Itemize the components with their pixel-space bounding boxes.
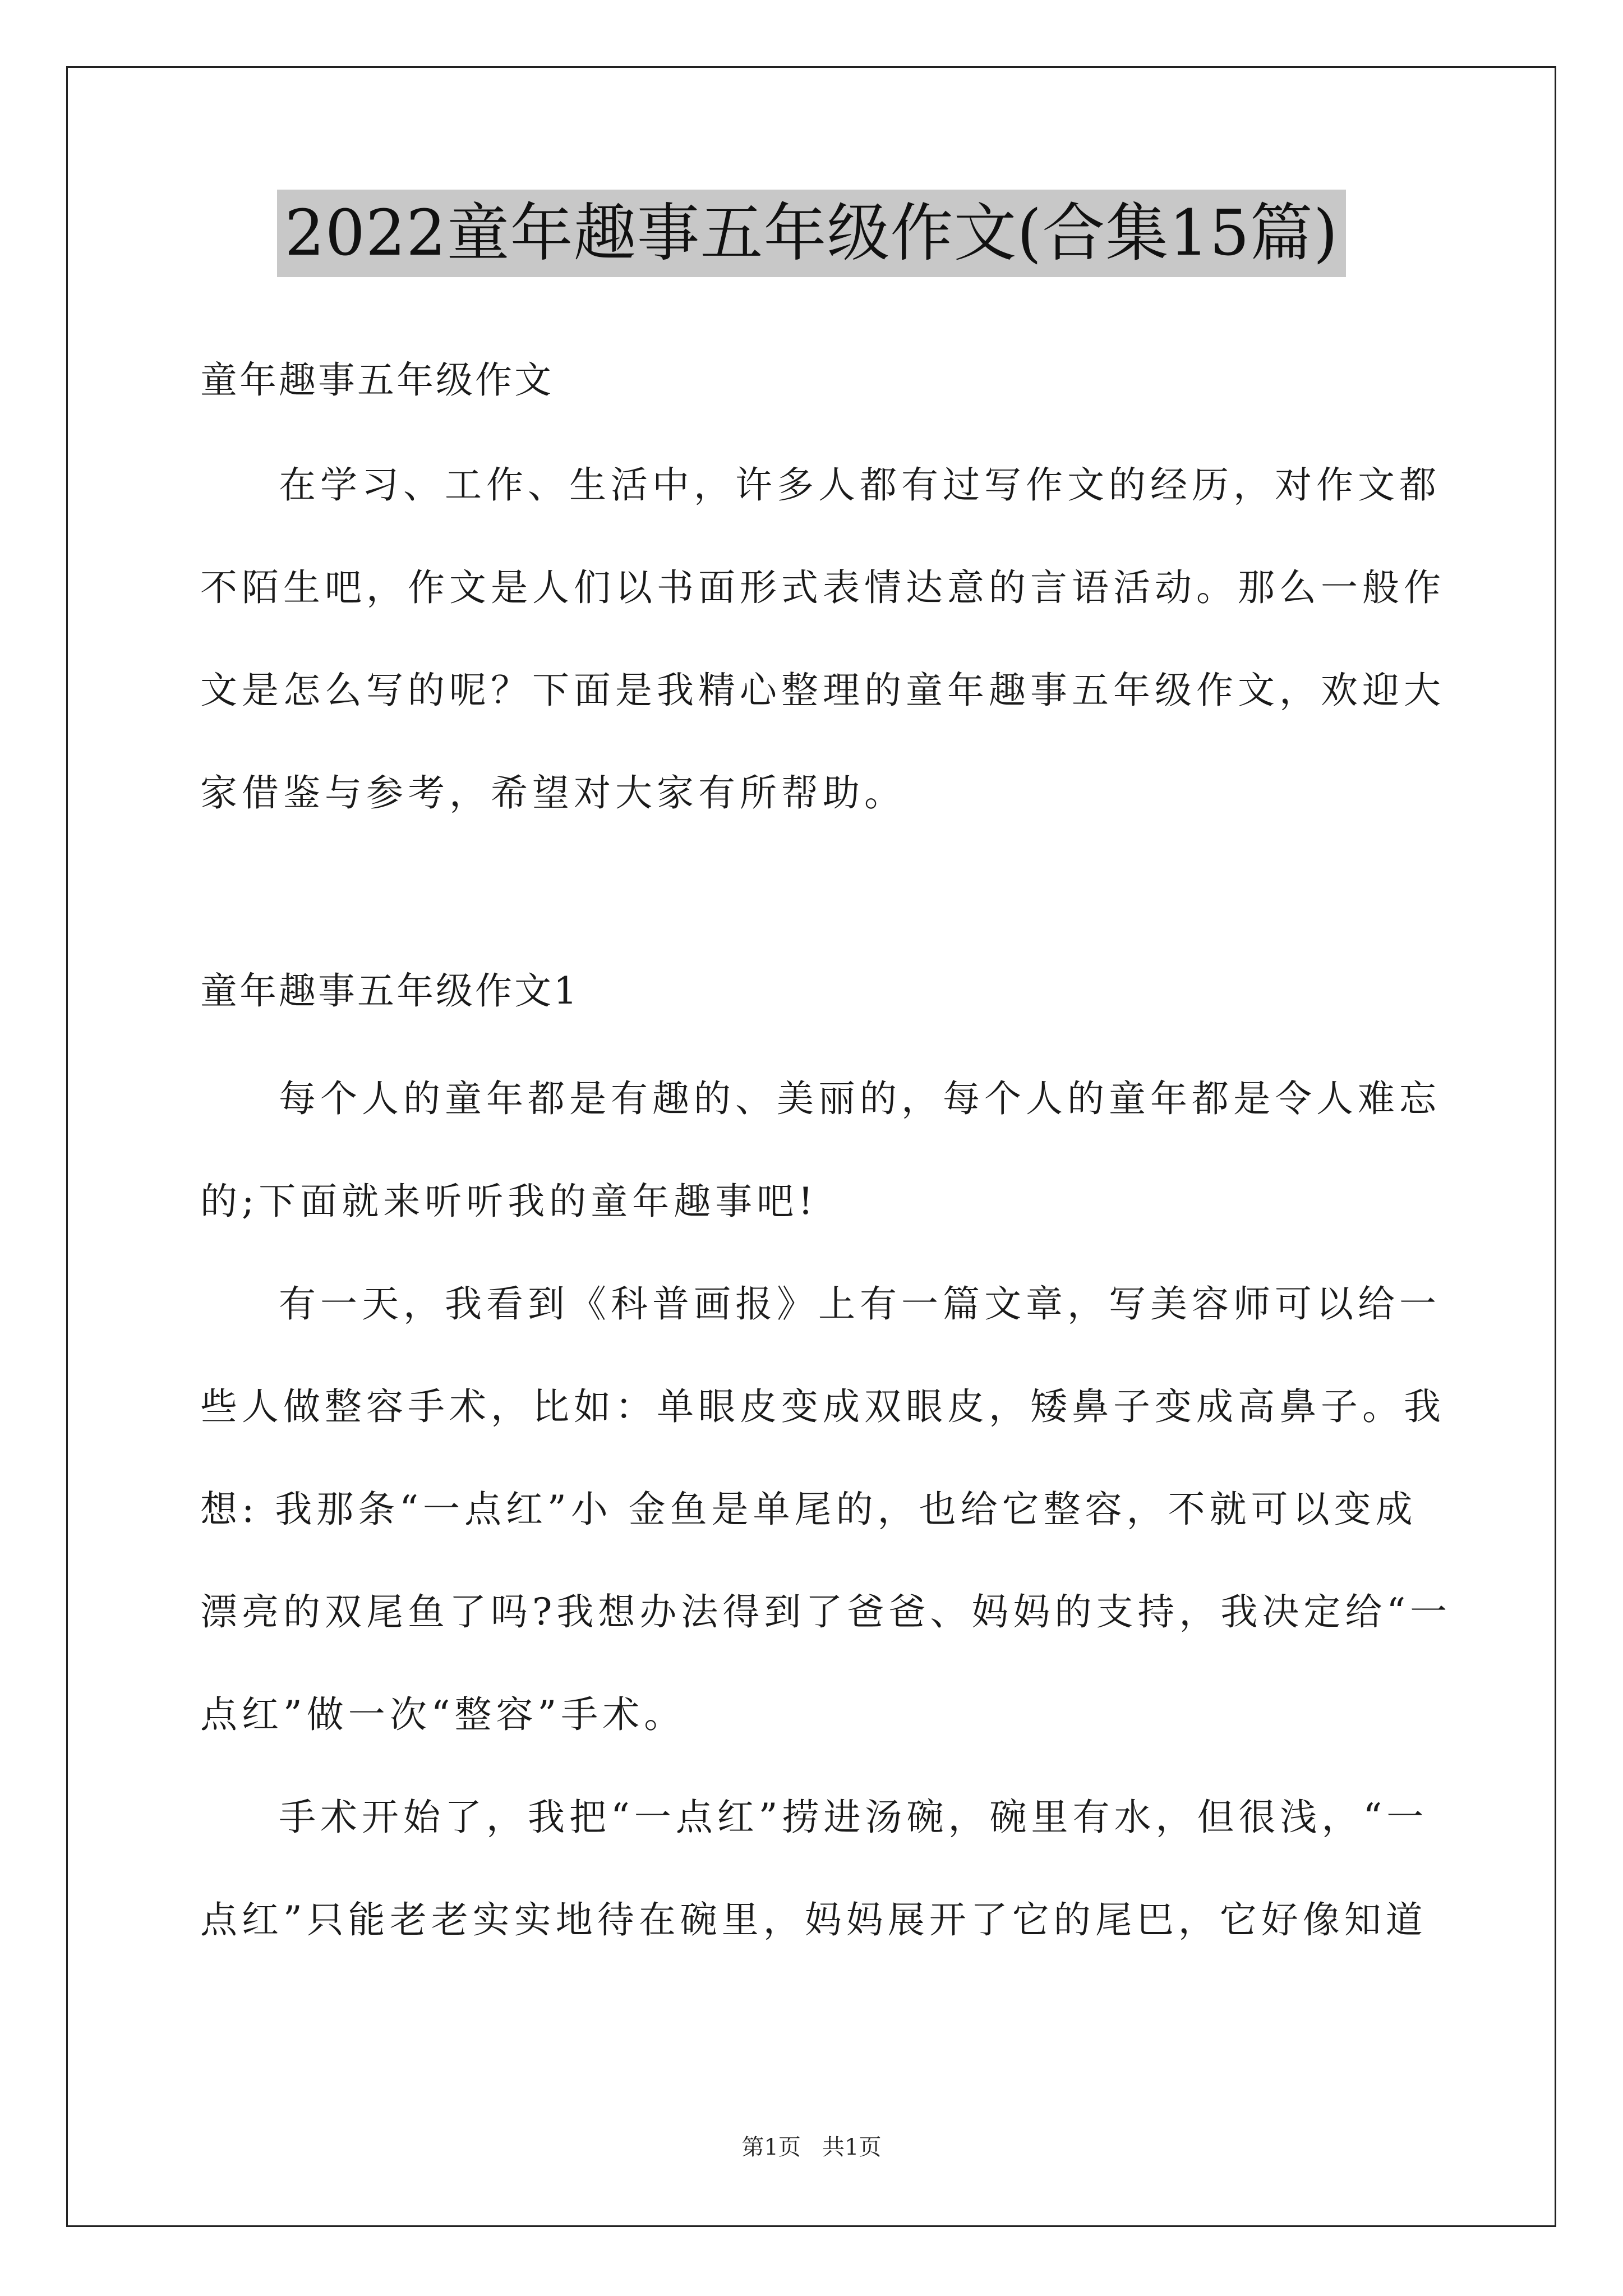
paragraph-line: 些人做整容手术，比如：单眼皮变成双眼皮，矮鼻子变成高鼻子。我	[200, 1385, 1445, 1428]
paragraph-line: 手术开始了，我把“一点红”捞进汤碗，碗里有水，但很浅，“一	[279, 1796, 1428, 1839]
paragraph-line: 每个人的童年都是有趣的、美丽的，每个人的童年都是令人难忘	[279, 1077, 1441, 1120]
paragraph-line: 漂亮的双尾鱼了吗?我想办法得到了爸爸、妈妈的支持，我决定给“一	[200, 1590, 1452, 1634]
paragraph-line: 点红”只能老老实实地待在碗里，妈妈展开了它的尾巴，它好像知道	[200, 1898, 1427, 1941]
intro-heading: 童年趣事五年级作文	[200, 358, 554, 402]
section-heading: 童年趣事五年级作文1	[200, 969, 579, 1013]
document-title: 2022童年趣事五年级作文(合集15篇)	[277, 190, 1347, 277]
paragraph-line: 有一天，我看到《科普画报》上有一篇文章，写美容师可以给一	[279, 1282, 1441, 1326]
title-container	[0, 190, 1623, 277]
paragraph-line: 的;下面就来听听我的童年趣事吧!	[200, 1180, 818, 1223]
paragraph-line: 不陌生吧，作文是人们以书面形式表情达意的言语活动。那么一般作	[200, 566, 1445, 609]
paragraph-line: 在学习、工作、生活中，许多人都有过写作文的经历，对作文都	[279, 463, 1441, 507]
paragraph-line: 点红”做一次“整容”手术。	[200, 1693, 686, 1736]
paragraph-line: 家借鉴与参考，希望对大家有所帮助。	[200, 771, 906, 815]
page-footer: 第1页 共1页	[741, 2134, 882, 2160]
paragraph-line: 文是怎么写的呢？下面是我精心整理的童年趣事五年级作文，欢迎大	[200, 669, 1445, 712]
paragraph-line: 想: 我那条“一点红”小 金鱼是单尾的，也给它整容，不就可以变成	[200, 1488, 1417, 1531]
